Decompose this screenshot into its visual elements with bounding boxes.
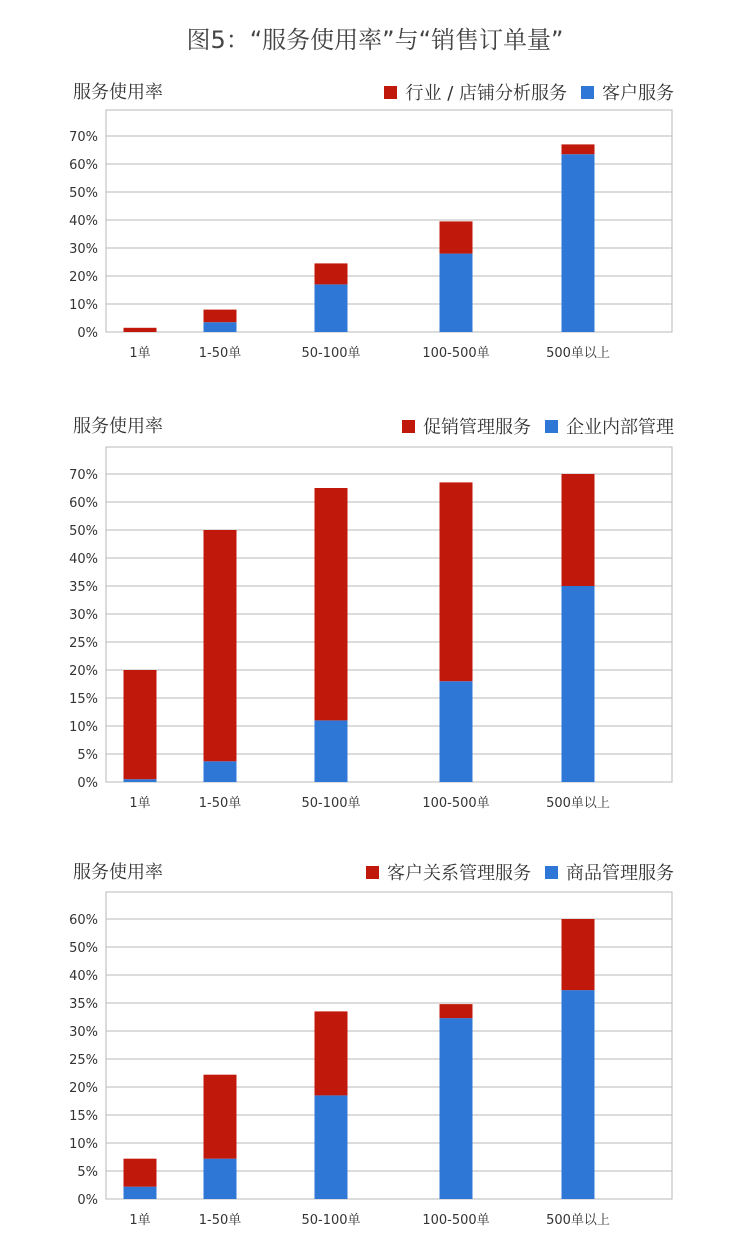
x-tick-label: 1-50单 bbox=[198, 346, 242, 361]
y-tick-label: 60% bbox=[69, 158, 98, 173]
legend-label: 行业 / 店铺分析服务 bbox=[405, 83, 567, 104]
y-tick-label: 50% bbox=[69, 186, 98, 201]
bar-segment-top bbox=[440, 1004, 473, 1018]
y-axis-title: 服务使用率 bbox=[73, 82, 163, 103]
x-tick-label: 100-500单 bbox=[422, 346, 490, 361]
y-tick-label: 10% bbox=[69, 720, 98, 735]
y-tick-label: 25% bbox=[69, 636, 98, 651]
y-tick-label: 10% bbox=[69, 298, 98, 313]
y-tick-label: 0% bbox=[77, 1193, 98, 1208]
y-tick-label: 60% bbox=[69, 496, 98, 511]
bar-segment-top bbox=[124, 1159, 157, 1187]
bar-segment-top bbox=[562, 919, 595, 990]
x-tick-label: 100-500单 bbox=[422, 1213, 490, 1228]
y-tick-label: 30% bbox=[69, 608, 98, 623]
x-tick-label: 500单以上 bbox=[546, 1213, 610, 1228]
y-tick-label: 35% bbox=[69, 580, 98, 595]
y-tick-label: 35% bbox=[69, 997, 98, 1012]
y-tick-label: 0% bbox=[77, 776, 98, 791]
y-axis-title: 服务使用率 bbox=[73, 416, 163, 437]
legend-label: 商品管理服务 bbox=[566, 863, 674, 884]
x-tick-label: 1单 bbox=[129, 796, 151, 811]
y-tick-label: 10% bbox=[69, 1137, 98, 1152]
x-tick-label: 1-50单 bbox=[198, 1213, 242, 1228]
x-tick-label: 1单 bbox=[129, 346, 151, 361]
x-tick-label: 500单以上 bbox=[546, 796, 610, 811]
y-tick-label: 40% bbox=[69, 214, 98, 229]
legend-label: 促销管理服务 bbox=[423, 417, 531, 438]
x-tick-label: 50-100单 bbox=[301, 1213, 361, 1228]
legend-label: 企业内部管理 bbox=[566, 417, 674, 438]
x-tick-label: 1单 bbox=[129, 1213, 151, 1228]
y-tick-label: 40% bbox=[69, 969, 98, 984]
legend-label: 客户关系管理服务 bbox=[387, 863, 531, 884]
y-tick-label: 50% bbox=[69, 524, 98, 539]
y-tick-label: 70% bbox=[69, 130, 98, 145]
y-tick-label: 30% bbox=[69, 242, 98, 257]
y-tick-label: 20% bbox=[69, 270, 98, 285]
x-tick-label: 1-50单 bbox=[198, 796, 242, 811]
y-tick-label: 20% bbox=[69, 1081, 98, 1096]
y-tick-label: 60% bbox=[69, 913, 98, 928]
bar-segment-bottom bbox=[440, 1018, 473, 1199]
bar-segment-bottom bbox=[204, 1159, 237, 1199]
y-tick-label: 25% bbox=[69, 1053, 98, 1068]
y-axis-title: 服务使用率 bbox=[73, 862, 163, 883]
bar-segment-top bbox=[204, 1075, 237, 1159]
y-tick-label: 5% bbox=[77, 1165, 98, 1180]
page-title: 图5：“服务使用率”与“销售订单量” bbox=[186, 26, 564, 54]
y-tick-label: 30% bbox=[69, 1025, 98, 1040]
y-tick-label: 0% bbox=[77, 326, 98, 341]
x-tick-label: 50-100单 bbox=[301, 796, 361, 811]
legend-label: 客户服务 bbox=[602, 83, 674, 104]
y-tick-label: 5% bbox=[77, 748, 98, 763]
y-tick-label: 40% bbox=[69, 552, 98, 567]
bar-segment-top bbox=[315, 1011, 348, 1095]
bar-segment-bottom bbox=[315, 1095, 348, 1199]
bar-segment-bottom bbox=[124, 1187, 157, 1199]
x-tick-label: 100-500单 bbox=[422, 796, 490, 811]
y-tick-label: 20% bbox=[69, 664, 98, 679]
y-tick-label: 50% bbox=[69, 941, 98, 956]
bar-segment-bottom bbox=[562, 990, 595, 1199]
y-tick-label: 15% bbox=[69, 692, 98, 707]
x-tick-label: 500单以上 bbox=[546, 346, 610, 361]
x-tick-label: 50-100单 bbox=[301, 346, 361, 361]
y-tick-label: 70% bbox=[69, 468, 98, 483]
y-tick-label: 15% bbox=[69, 1109, 98, 1124]
